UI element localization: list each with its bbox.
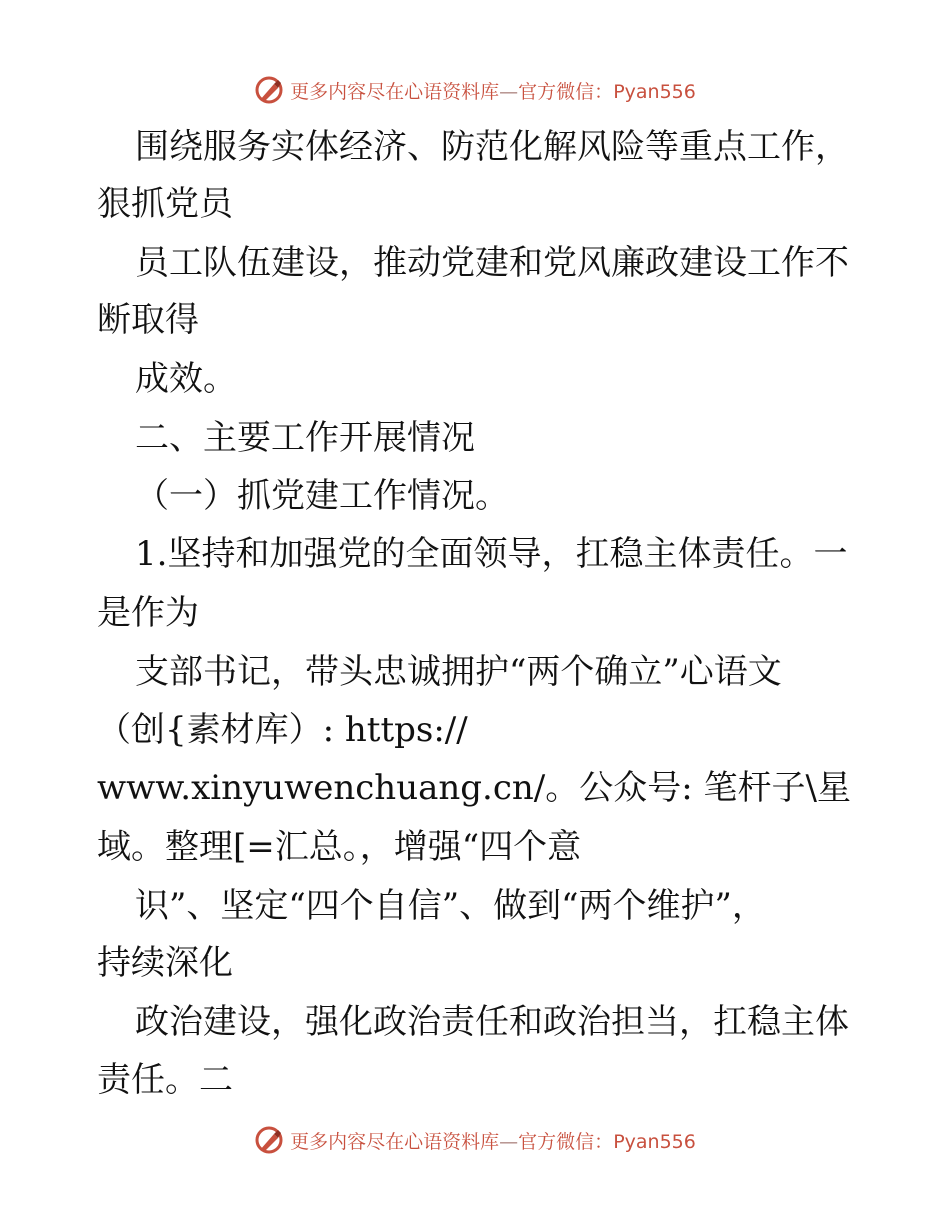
body-line: 政治建设，强化政治责任和政治担当，扛稳主体 [135,1002,849,1042]
banner-separator: — [499,1130,519,1153]
body-line: 断取得 [97,300,199,340]
body-line: 是作为 [97,593,199,633]
section-heading: 二、主要工作开展情况 [135,418,475,458]
body-line: www.xinyuwenchuang.cn/。公众号: 笔杆子\星 [97,768,851,808]
body-line: 成效。 [135,359,237,399]
body-line: 支部书记，带头忠诚拥护“两个确立”心语文 [135,652,782,692]
body-line: 域。整理[=汇总。，增强“四个意 [97,827,582,867]
body-line: 责任。二 [97,1060,233,1100]
banner-wechat-label: 官方微信： [518,1130,614,1153]
body-line: （创{素材库）: https:// [97,710,468,750]
banner-title: 更多内容尽在心语资料库 [290,80,500,103]
banner-text [290,1127,696,1154]
banner-title: 更多内容尽在心语资料库 [290,1130,500,1153]
footer-banner [0,1120,950,1160]
pen-logo-icon [254,1125,284,1155]
body-line: 识”、坚定“四个自信”、做到“两个维护”， [135,886,766,926]
banner-wechat-id: Pyan556 [613,1130,696,1153]
body-line: 围绕服务实体经济、防范化解风险等重点工作， [135,127,849,167]
body-line: 员工队伍建设，推动党建和党风廉政建设工作不 [135,243,849,283]
banner-wechat-label: 官方微信： [518,80,614,103]
body-line: 狠抓党员 [97,184,233,224]
body-line: 1.坚持和加强党的全面领导，扛稳主体责任。一 [135,534,848,574]
subsection-heading: （一）抓党建工作情况。 [135,476,509,516]
body-line: 持续深化 [97,943,233,983]
banner-separator: — [499,80,519,103]
banner-wechat-id: Pyan556 [613,80,696,103]
